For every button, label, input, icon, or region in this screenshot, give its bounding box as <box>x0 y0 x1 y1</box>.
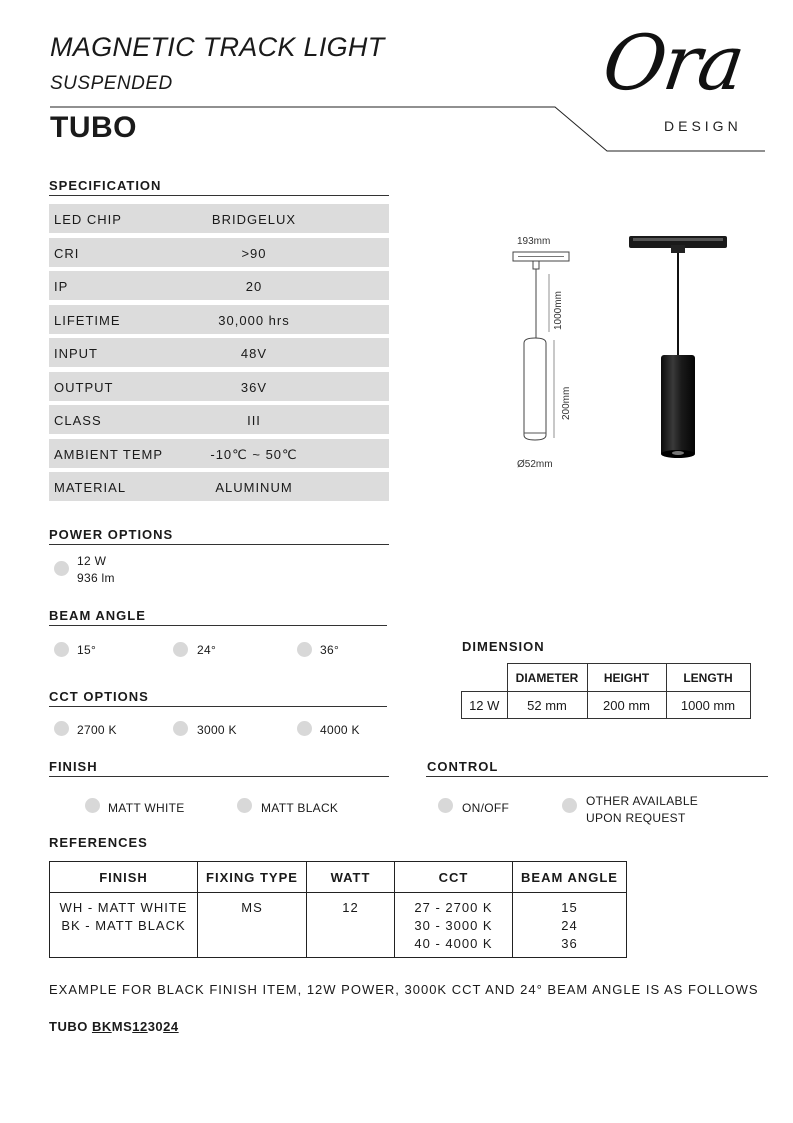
specification-heading: SPECIFICATION <box>49 178 162 193</box>
spec-row <box>49 439 389 468</box>
cct-options-rule <box>49 706 387 707</box>
power-option-lumen: 936 lm <box>77 571 115 585</box>
spec-row <box>49 372 389 401</box>
ref-watt-12: 12 <box>342 900 359 915</box>
ref-cct-cell <box>395 893 513 958</box>
code-cct: 30 <box>147 1019 164 1034</box>
drawing-width-label: 193mm <box>517 236 551 247</box>
power-options-heading: POWER OPTIONS <box>49 527 174 542</box>
dimension-table <box>461 663 751 719</box>
control-rule <box>426 776 768 777</box>
product-image <box>625 230 735 465</box>
spec-label: OUTPUT <box>54 379 114 395</box>
example-product-code <box>49 1019 179 1034</box>
logo-design-text: DESIGN <box>664 118 742 134</box>
ref-header-fixing-type: FIXING TYPE <box>198 862 307 893</box>
cct-4000k-label: 4000 K <box>320 723 360 737</box>
spec-value: -10℃ ~ 50℃ <box>210 446 298 462</box>
control-on-off-label: ON/OFF <box>462 801 510 815</box>
beam-angle-36-label: 36° <box>320 643 340 657</box>
ref-header-watt: WATT <box>307 862 395 893</box>
control-other-line2: UPON REQUEST <box>586 811 686 825</box>
code-fixing: MS <box>111 1019 133 1034</box>
references-table <box>49 861 627 958</box>
code-watt: 12 <box>132 1019 148 1034</box>
ref-finish-cell <box>50 893 198 958</box>
power-option-watt: 12 W <box>77 554 107 568</box>
cct-3000k-label: 3000 K <box>197 723 237 737</box>
ref-beam-24: 24 <box>561 918 578 933</box>
product-name: TUBO <box>50 111 137 144</box>
drawing-cable-label: 1000mm <box>553 291 564 330</box>
dimension-heading: DIMENSION <box>462 639 545 654</box>
drawing-body-label: 200mm <box>561 386 572 420</box>
dimension-header-length: LENGTH <box>666 664 750 692</box>
cct-2700k-label: 2700 K <box>77 723 117 737</box>
ref-header-beam-angle: BEAM ANGLE <box>513 862 627 893</box>
spec-value: III <box>247 413 261 428</box>
finish-matt-black-radio[interactable] <box>237 798 252 813</box>
ref-header-cct: CCT <box>395 862 513 893</box>
beam-angle-heading: BEAM ANGLE <box>49 608 146 623</box>
spec-label: INPUT <box>54 346 98 361</box>
ref-beam-15: 15 <box>561 900 578 915</box>
finish-matt-black-label: MATT BLACK <box>261 801 339 815</box>
ref-finish-black: BK - MATT BLACK <box>61 918 186 933</box>
dimension-header-diameter: DIAMETER <box>507 664 587 692</box>
spec-row <box>49 238 389 267</box>
spec-row <box>49 338 389 367</box>
spec-value: 48V <box>240 346 268 361</box>
cct-4000k-radio[interactable] <box>297 721 312 736</box>
beam-angle-36-radio[interactable] <box>297 642 312 657</box>
cct-2700k-radio[interactable] <box>54 721 69 736</box>
ref-cct-3000: 30 - 3000 K <box>414 918 493 933</box>
dimension-line-drawing <box>505 228 595 478</box>
spec-label: MATERIAL <box>54 480 127 495</box>
specification-rule <box>49 195 389 196</box>
ref-beam-36: 36 <box>561 936 578 951</box>
spec-row <box>49 271 389 300</box>
document-subtitle: SUSPENDED <box>50 73 173 94</box>
finish-matt-white-label: MATT WHITE <box>108 801 185 815</box>
beam-angle-24-label: 24° <box>197 643 217 657</box>
dimension-length-value: 1000 mm <box>666 692 750 719</box>
logo-script-text: Ora <box>597 18 749 107</box>
beam-angle-15-radio[interactable] <box>54 642 69 657</box>
cct-options-heading: CCT OPTIONS <box>49 689 149 704</box>
ref-fixing-cell <box>198 893 307 958</box>
spec-row <box>49 405 389 434</box>
ref-watt-cell <box>307 893 395 958</box>
ref-fixing-ms: MS <box>241 900 263 915</box>
spec-label: IP <box>54 279 69 294</box>
spec-label: CLASS <box>54 413 102 428</box>
beam-angle-15-label: 15° <box>77 643 97 657</box>
document-title: MAGNETIC TRACK LIGHT <box>50 32 385 62</box>
beam-angle-rule <box>49 625 387 626</box>
drawing-diameter-label: Ø52mm <box>517 459 553 470</box>
ref-header-finish: FINISH <box>50 862 198 893</box>
example-description: EXAMPLE FOR BLACK FINISH ITEM, 12W POWER, 3000K CCT AND 24° BEAM ANGLE IS AS FOLLOWS <box>49 982 759 997</box>
control-on-off-radio[interactable] <box>438 798 453 813</box>
spec-row <box>49 472 389 501</box>
spec-value: BRIDGELUX <box>211 212 297 227</box>
code-beam: 24 <box>163 1019 179 1034</box>
spec-value: 36V <box>240 379 268 395</box>
spec-label: AMBIENT TEMP <box>54 446 164 462</box>
finish-heading: FINISH <box>49 759 98 774</box>
spec-value: >90 <box>241 245 267 261</box>
finish-rule <box>49 776 389 777</box>
spec-label: LED CHIP <box>54 212 122 227</box>
ref-cct-4000: 40 - 4000 K <box>414 936 493 951</box>
spec-row <box>49 204 389 233</box>
spec-value: 30,000 hrs <box>218 312 290 328</box>
beam-angle-24-radio[interactable] <box>173 642 188 657</box>
ref-finish-white: WH - MATT WHITE <box>59 900 188 915</box>
power-option-12w-radio[interactable] <box>54 561 69 576</box>
finish-matt-white-radio[interactable] <box>85 798 100 813</box>
dimension-diameter-value: 52 mm <box>507 692 587 719</box>
dimension-row-label: 12 W <box>462 692 508 719</box>
code-prefix: TUBO <box>49 1019 92 1034</box>
references-heading: REFERENCES <box>49 835 148 850</box>
dimension-height-value: 200 mm <box>587 692 666 719</box>
spec-value: ALUMINUM <box>215 480 293 495</box>
spec-label: CRI <box>54 245 80 261</box>
spec-value: 20 <box>245 279 263 294</box>
control-other-line1: OTHER AVAILABLE <box>586 794 699 808</box>
control-heading: CONTROL <box>427 759 499 774</box>
ora-design-logo <box>597 18 770 138</box>
ref-beam-cell <box>513 893 627 958</box>
dimension-header-height: HEIGHT <box>587 664 666 692</box>
spec-label: LIFETIME <box>54 312 121 328</box>
power-options-rule <box>49 544 389 545</box>
ref-cct-2700: 27 - 2700 K <box>414 900 493 915</box>
cct-3000k-radio[interactable] <box>173 721 188 736</box>
spec-row <box>49 305 389 334</box>
code-finish: BK <box>91 1019 112 1034</box>
control-other-radio[interactable] <box>562 798 577 813</box>
